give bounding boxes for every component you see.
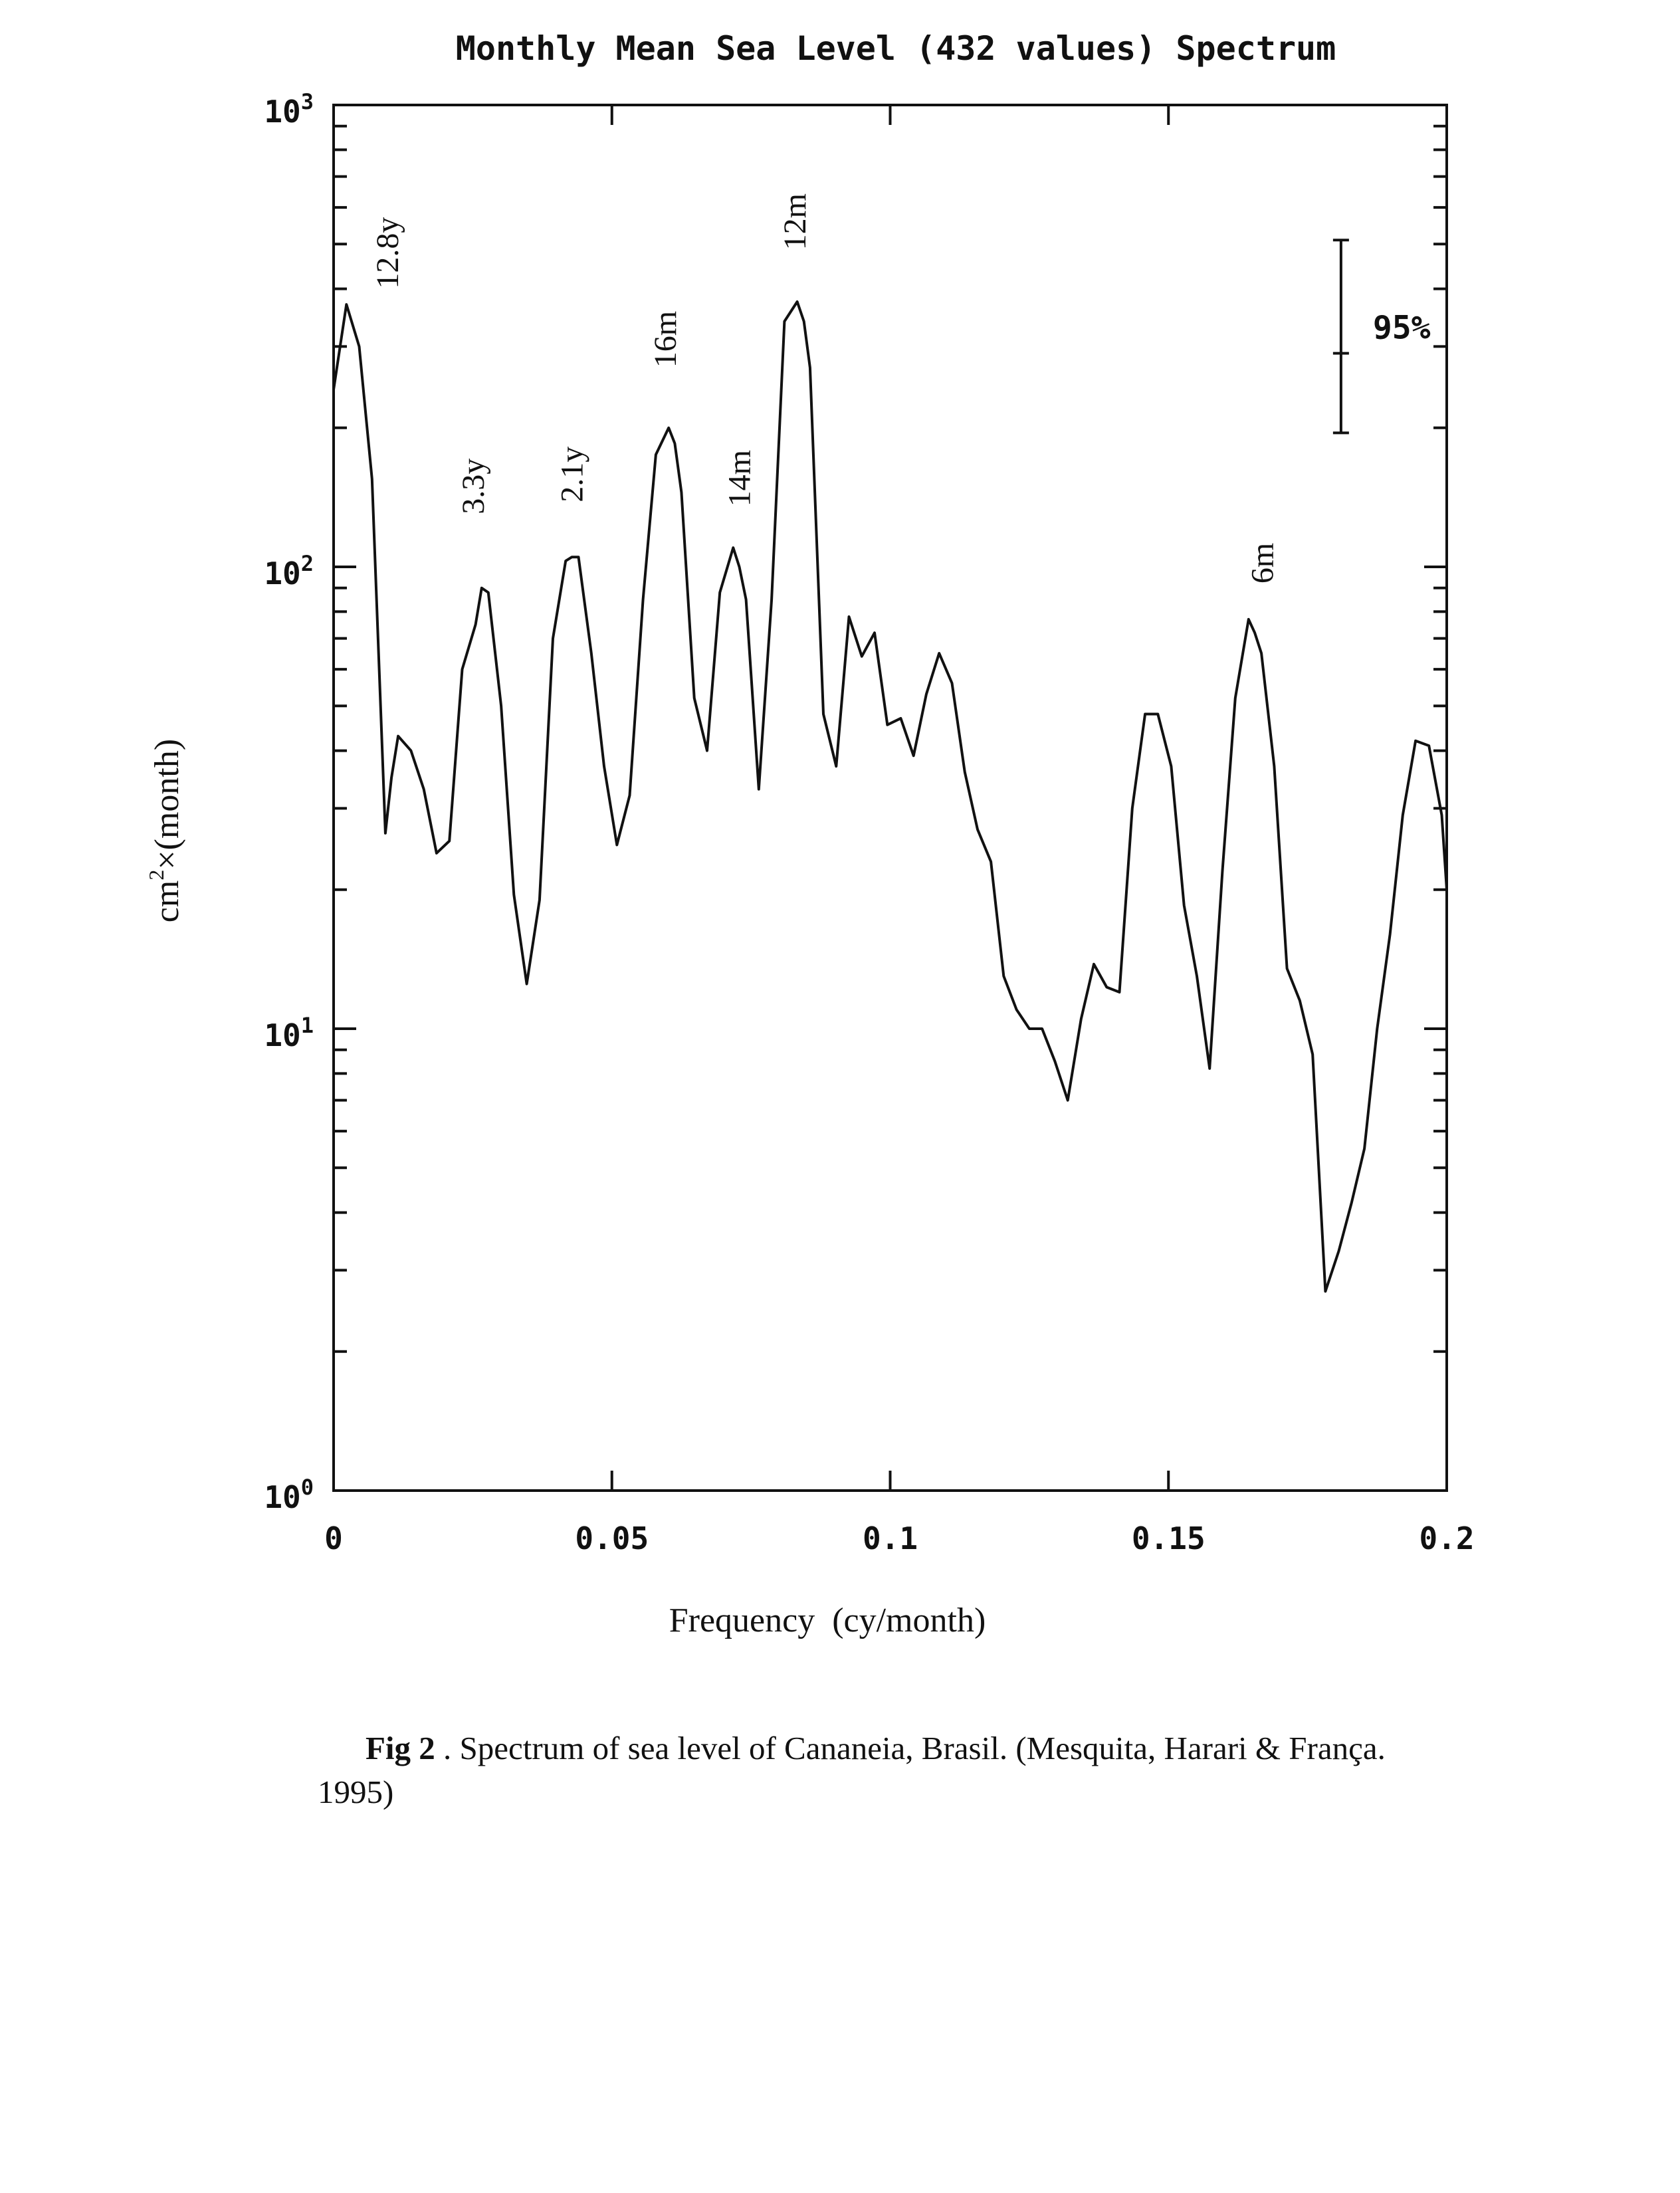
- y-tick-label-1: $10^1$: [264, 1013, 314, 1053]
- peak-annotation-5: 12m: [778, 193, 813, 251]
- x-tick-label-2: 0.1: [862, 1520, 918, 1556]
- x-tick-label-1: 0.05: [575, 1520, 649, 1556]
- peak-annotation-4: 14m: [722, 450, 758, 507]
- peak-annotations: [370, 193, 1281, 583]
- chart-title: Monthly Mean Sea Level (432 values) Spectrum: [455, 29, 1336, 68]
- figure-caption-text: . Spectrum of sea level of Cananeia, Brasil. (Mesquita, Harari & França. 1995): [318, 1730, 1386, 1810]
- spectrum-series-line: [334, 302, 1447, 1291]
- peak-annotation-6: 6m: [1245, 542, 1281, 584]
- peak-annotation-3: 16m: [648, 310, 684, 368]
- x-tick-label-0: 0: [324, 1520, 343, 1556]
- x-tick-label-4: 0.2: [1419, 1520, 1475, 1556]
- axis-ticks: [334, 105, 1447, 1491]
- figure-caption: [318, 1726, 1467, 1814]
- figure-caption-label: Fig 2: [366, 1730, 435, 1766]
- axis-tick-labels: [264, 89, 1474, 1556]
- x-tick-label-3: 0.15: [1131, 1520, 1206, 1556]
- y-axis-label: $cm^2\times(month)$: [144, 738, 186, 923]
- y-tick-label-2: $10^2$: [264, 551, 314, 591]
- plot-frame: [334, 105, 1447, 1491]
- confidence-interval-bar: [1333, 240, 1431, 433]
- x-axis-label: Frequency (cy/month): [669, 1602, 986, 1639]
- y-tick-label-3: $10^3$: [264, 89, 314, 130]
- peak-annotation-1: 3.3y: [456, 458, 492, 514]
- peak-annotation-0: 12.8y: [370, 217, 406, 289]
- peak-annotation-2: 2.1y: [554, 446, 590, 502]
- confidence-label: 95%: [1372, 309, 1431, 347]
- y-tick-label-0: $10^0$: [264, 1475, 314, 1515]
